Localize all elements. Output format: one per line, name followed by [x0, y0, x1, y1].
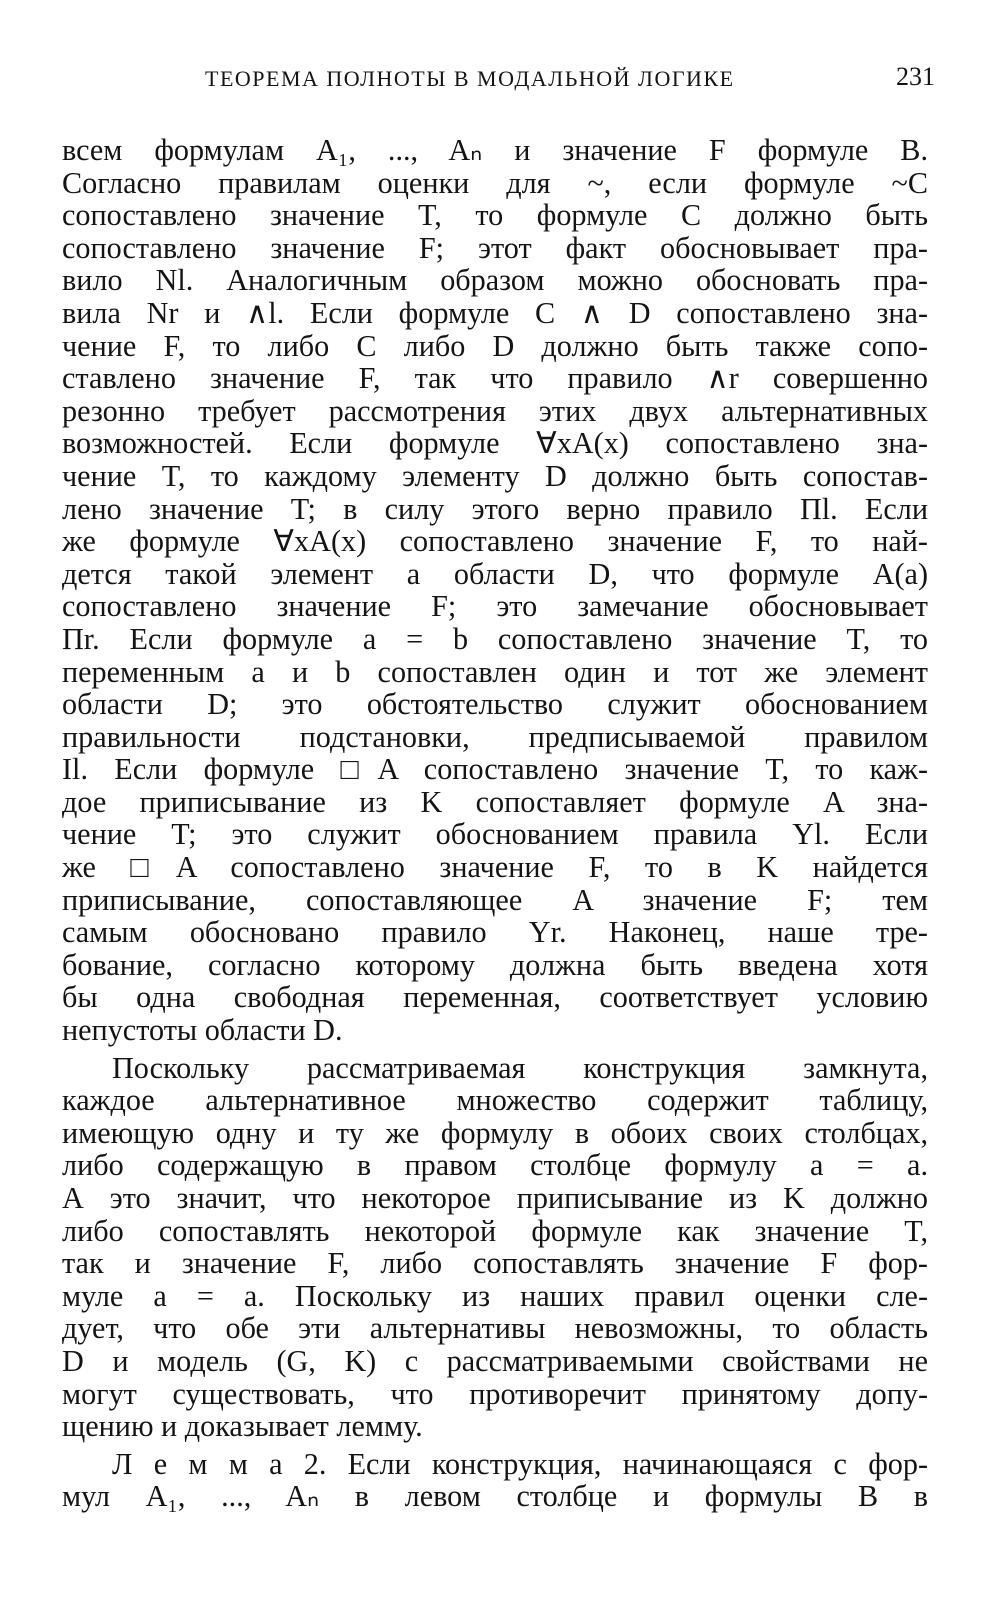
text-line: приписывание, сопоставляющее A значение F; тем [62, 882, 928, 917]
text-line: же формуле ∀xA(x) сопоставлено значение F, то най- [62, 524, 928, 559]
text-line: муле a = a. Поскольку из наших правил оценки сле- [62, 1278, 928, 1313]
text-line: бы одна свободная переменная, соответствует условию [62, 980, 928, 1015]
text-line: самым обосновано правило Yr. Наконец, наше тре- [62, 915, 928, 950]
text-line: правильности подстановки, предписываемой правилом [62, 719, 928, 754]
text-line: дется такой элемент a области D, что формуле A(a) [62, 556, 928, 591]
text-line: дует, что обе эти альтернативы невозможны, то область [62, 1311, 928, 1346]
text-line: чение F, то либо C либо D должно быть также сопо- [62, 328, 928, 363]
paragraph-1 [62, 134, 928, 1047]
text-line: дое приписывание из K сопоставляет формуле A зна- [62, 784, 928, 819]
text-line: чение T, то каждому элементу D должно быть сопостав- [62, 458, 928, 493]
text-line: сопоставлено значение F; этот факт обосновывает пра- [62, 230, 928, 265]
text-line: либо сопоставлять некоторой формуле как значение T, [62, 1213, 928, 1248]
text-line: всем формулам A₁, ..., Aₙ и значение F формуле B. [62, 133, 928, 167]
text-line: Il. Если формуле □A сопоставлено значение T, то каж- [62, 752, 928, 787]
text-line: переменным a и b сопоставлен один и тот же элемент [62, 654, 928, 689]
paragraph-3 [62, 1448, 928, 1513]
text-line: сопоставлено значение F; это замечание обосновывает [62, 589, 928, 624]
text-line: лено значение T; в силу этого верно правило Πl. Если [62, 491, 928, 526]
text-line: же □A сопоставлено значение F, то в K найдется [62, 850, 928, 885]
text-line: бование, согласно которому должна быть введена хотя [62, 947, 928, 982]
text-line: так и значение F, либо сопоставлять значение F фор- [62, 1246, 928, 1281]
text-line: сопоставлено значение T, то формуле C должно быть [62, 198, 928, 233]
text-line: резонно требует рассмотрения этих двух альтернативных [62, 393, 928, 428]
text-line: Л е м м а 2. Если конструкция, начинающаяся с фор- [112, 1446, 928, 1481]
text-line: щению и доказывает лемму. [62, 1409, 423, 1444]
text-line: Согласно правилам оценки для ~, если формуле ~C [62, 165, 928, 200]
text-line: непустоты области D. [62, 1013, 343, 1048]
text-line: D и модель (G, K) с рассматриваемыми свойствами не [62, 1343, 928, 1378]
text-line: могут существовать, что противоречит принятому допу- [62, 1376, 928, 1411]
text-line: мул A₁, ..., Aₙ в левом столбце и формулы B в [62, 1479, 928, 1514]
body-text [62, 134, 928, 1513]
text-line: области D; это обстоятельство служит обоснованием [62, 687, 928, 722]
page-number: 231 [896, 62, 935, 91]
text-line: Πr. Если формуле a = b сопоставлено значение T, то [62, 621, 928, 656]
text-line: чение T; это служит обоснованием правила Yl. Если [62, 817, 928, 852]
text-line: возможностей. Если формуле ∀xA(x) сопоставлено зна- [62, 426, 928, 461]
text-line: ставлено значение F, так что правило ∧r совершенно [62, 361, 928, 396]
text-line: вило Nl. Аналогичным образом можно обосновать пра- [62, 263, 928, 298]
running-head [205, 58, 935, 98]
running-title: ТЕОРЕМА ПОЛНОТЫ В МОДАЛЬНОЙ ЛОГИКЕ [205, 66, 735, 91]
text-line: вила Nr и ∧l. Если формуле C ∧ D сопоставлено зна- [62, 295, 928, 330]
text-line: имеющую одну и ту же формулу в обоих своих столбцах, [62, 1115, 928, 1150]
text-line: каждое альтернативное множество содержит таблицу, [62, 1083, 928, 1118]
text-line: Поскольку рассматриваемая конструкция замкнута, [112, 1050, 928, 1085]
text-line: А это значит, что некоторое приписывание из K должно [62, 1181, 928, 1215]
paragraph-2 [62, 1052, 928, 1443]
text-line: либо содержащую в правом столбце формулу a = a. [62, 1148, 928, 1183]
